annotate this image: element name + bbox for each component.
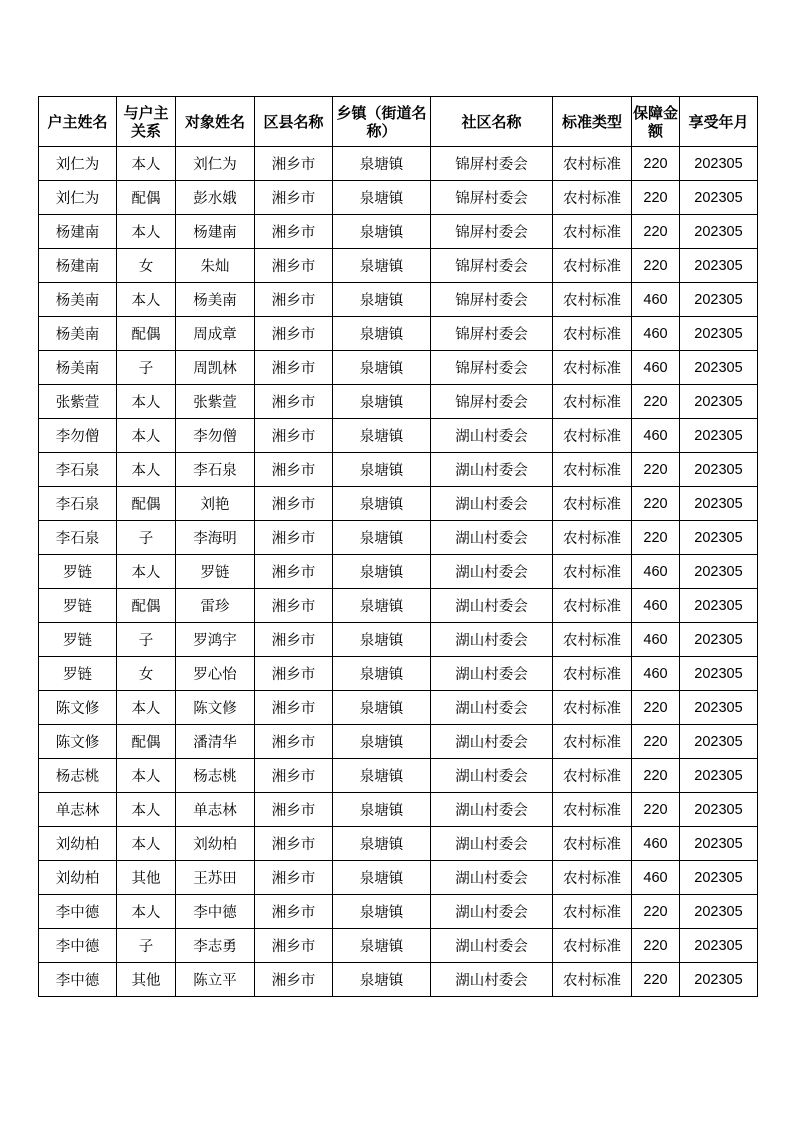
- cell-amount: 460: [632, 317, 680, 351]
- cell-relation: 其他: [117, 963, 176, 997]
- cell-householder-name: 杨建南: [39, 249, 117, 283]
- cell-relation: 子: [117, 351, 176, 385]
- cell-householder-name: 刘幼柏: [39, 861, 117, 895]
- cell-county: 湘乡市: [255, 317, 333, 351]
- cell-community: 湖山村委会: [431, 725, 553, 759]
- cell-community: 锦屏村委会: [431, 317, 553, 351]
- table-body: [39, 147, 758, 997]
- cell-township: 泉塘镇: [333, 419, 431, 453]
- cell-county: 湘乡市: [255, 725, 333, 759]
- cell-person-name: 杨志桃: [176, 759, 255, 793]
- cell-standard-type: 农村标准: [553, 181, 632, 215]
- cell-householder-name: 刘仁为: [39, 181, 117, 215]
- cell-community: 湖山村委会: [431, 453, 553, 487]
- cell-person-name: 罗链: [176, 555, 255, 589]
- table-row: [39, 793, 758, 827]
- table-row: [39, 351, 758, 385]
- cell-amount: 220: [632, 487, 680, 521]
- cell-relation: 本人: [117, 453, 176, 487]
- cell-relation: 子: [117, 521, 176, 555]
- table-row: [39, 283, 758, 317]
- cell-month: 202305: [680, 929, 758, 963]
- cell-month: 202305: [680, 215, 758, 249]
- cell-township: 泉塘镇: [333, 861, 431, 895]
- table-row: [39, 181, 758, 215]
- cell-relation: 配偶: [117, 589, 176, 623]
- cell-month: 202305: [680, 147, 758, 181]
- cell-householder-name: 李石泉: [39, 521, 117, 555]
- cell-month: 202305: [680, 691, 758, 725]
- cell-township: 泉塘镇: [333, 623, 431, 657]
- cell-township: 泉塘镇: [333, 147, 431, 181]
- cell-standard-type: 农村标准: [553, 351, 632, 385]
- cell-county: 湘乡市: [255, 657, 333, 691]
- cell-community: 锦屏村委会: [431, 181, 553, 215]
- cell-county: 湘乡市: [255, 283, 333, 317]
- cell-person-name: 罗鸿宇: [176, 623, 255, 657]
- cell-community: 锦屏村委会: [431, 351, 553, 385]
- cell-township: 泉塘镇: [333, 555, 431, 589]
- cell-community: 湖山村委会: [431, 929, 553, 963]
- cell-county: 湘乡市: [255, 419, 333, 453]
- cell-householder-name: 李中德: [39, 895, 117, 929]
- cell-standard-type: 农村标准: [553, 385, 632, 419]
- cell-community: 湖山村委会: [431, 861, 553, 895]
- cell-standard-type: 农村标准: [553, 759, 632, 793]
- cell-township: 泉塘镇: [333, 759, 431, 793]
- cell-community: 湖山村委会: [431, 623, 553, 657]
- cell-month: 202305: [680, 385, 758, 419]
- cell-month: 202305: [680, 895, 758, 929]
- cell-householder-name: 李中德: [39, 929, 117, 963]
- cell-county: 湘乡市: [255, 521, 333, 555]
- cell-person-name: 朱灿: [176, 249, 255, 283]
- cell-month: 202305: [680, 827, 758, 861]
- cell-month: 202305: [680, 861, 758, 895]
- table-row: [39, 317, 758, 351]
- cell-person-name: 雷珍: [176, 589, 255, 623]
- cell-community: 湖山村委会: [431, 827, 553, 861]
- cell-county: 湘乡市: [255, 827, 333, 861]
- cell-month: 202305: [680, 623, 758, 657]
- cell-township: 泉塘镇: [333, 929, 431, 963]
- table-row: [39, 827, 758, 861]
- cell-amount: 220: [632, 385, 680, 419]
- cell-township: 泉塘镇: [333, 317, 431, 351]
- cell-county: 湘乡市: [255, 249, 333, 283]
- cell-county: 湘乡市: [255, 487, 333, 521]
- cell-householder-name: 张紫萱: [39, 385, 117, 419]
- cell-relation: 配偶: [117, 181, 176, 215]
- cell-standard-type: 农村标准: [553, 147, 632, 181]
- cell-amount: 220: [632, 963, 680, 997]
- table-row: [39, 895, 758, 929]
- table-row: [39, 623, 758, 657]
- table-row: [39, 147, 758, 181]
- cell-county: 湘乡市: [255, 181, 333, 215]
- cell-person-name: 张紫萱: [176, 385, 255, 419]
- cell-person-name: 刘仁为: [176, 147, 255, 181]
- table-row: [39, 249, 758, 283]
- table-row: [39, 385, 758, 419]
- cell-township: 泉塘镇: [333, 963, 431, 997]
- table-row: [39, 963, 758, 997]
- cell-person-name: 李石泉: [176, 453, 255, 487]
- table-row: [39, 215, 758, 249]
- cell-county: 湘乡市: [255, 963, 333, 997]
- cell-month: 202305: [680, 351, 758, 385]
- cell-standard-type: 农村标准: [553, 623, 632, 657]
- cell-person-name: 李勿僧: [176, 419, 255, 453]
- cell-standard-type: 农村标准: [553, 555, 632, 589]
- table-row: [39, 861, 758, 895]
- cell-county: 湘乡市: [255, 793, 333, 827]
- cell-county: 湘乡市: [255, 555, 333, 589]
- cell-relation: 本人: [117, 827, 176, 861]
- cell-amount: 460: [632, 657, 680, 691]
- cell-community: 湖山村委会: [431, 419, 553, 453]
- cell-relation: 其他: [117, 861, 176, 895]
- cell-county: 湘乡市: [255, 861, 333, 895]
- cell-householder-name: 杨志桃: [39, 759, 117, 793]
- cell-community: 湖山村委会: [431, 759, 553, 793]
- cell-township: 泉塘镇: [333, 385, 431, 419]
- header-person-name: 对象姓名: [176, 97, 255, 147]
- cell-relation: 本人: [117, 215, 176, 249]
- table-row: [39, 725, 758, 759]
- cell-amount: 460: [632, 283, 680, 317]
- cell-householder-name: 李中德: [39, 963, 117, 997]
- table-row: [39, 929, 758, 963]
- cell-month: 202305: [680, 419, 758, 453]
- cell-community: 湖山村委会: [431, 555, 553, 589]
- cell-standard-type: 农村标准: [553, 419, 632, 453]
- table-header-row: [39, 97, 758, 147]
- cell-township: 泉塘镇: [333, 793, 431, 827]
- cell-county: 湘乡市: [255, 691, 333, 725]
- cell-amount: 220: [632, 249, 680, 283]
- cell-person-name: 彭水娥: [176, 181, 255, 215]
- cell-township: 泉塘镇: [333, 215, 431, 249]
- cell-relation: 本人: [117, 283, 176, 317]
- assistance-table: [38, 96, 758, 997]
- cell-person-name: 周凯林: [176, 351, 255, 385]
- cell-relation: 本人: [117, 147, 176, 181]
- cell-amount: 460: [632, 623, 680, 657]
- cell-relation: 本人: [117, 793, 176, 827]
- cell-relation: 配偶: [117, 487, 176, 521]
- cell-relation: 配偶: [117, 725, 176, 759]
- cell-month: 202305: [680, 589, 758, 623]
- cell-township: 泉塘镇: [333, 521, 431, 555]
- cell-community: 湖山村委会: [431, 963, 553, 997]
- table-row: [39, 759, 758, 793]
- cell-amount: 220: [632, 759, 680, 793]
- cell-amount: 220: [632, 895, 680, 929]
- cell-person-name: 陈立平: [176, 963, 255, 997]
- header-amount: 保障金额: [632, 97, 680, 147]
- cell-relation: 女: [117, 657, 176, 691]
- table-row: [39, 453, 758, 487]
- cell-relation: 子: [117, 929, 176, 963]
- cell-community: 湖山村委会: [431, 487, 553, 521]
- cell-community: 锦屏村委会: [431, 385, 553, 419]
- cell-month: 202305: [680, 283, 758, 317]
- cell-householder-name: 陈文修: [39, 691, 117, 725]
- cell-standard-type: 农村标准: [553, 895, 632, 929]
- cell-standard-type: 农村标准: [553, 317, 632, 351]
- cell-amount: 460: [632, 827, 680, 861]
- cell-amount: 220: [632, 147, 680, 181]
- cell-relation: 本人: [117, 759, 176, 793]
- cell-householder-name: 杨美南: [39, 283, 117, 317]
- cell-township: 泉塘镇: [333, 657, 431, 691]
- cell-amount: 220: [632, 521, 680, 555]
- cell-amount: 460: [632, 351, 680, 385]
- cell-standard-type: 农村标准: [553, 963, 632, 997]
- cell-amount: 220: [632, 793, 680, 827]
- cell-amount: 460: [632, 555, 680, 589]
- header-relation: 与户主关系: [117, 97, 176, 147]
- table-row: [39, 589, 758, 623]
- header-community: 社区名称: [431, 97, 553, 147]
- cell-householder-name: 杨美南: [39, 317, 117, 351]
- cell-amount: 220: [632, 691, 680, 725]
- cell-community: 湖山村委会: [431, 691, 553, 725]
- header-householder-name: 户主姓名: [39, 97, 117, 147]
- cell-county: 湘乡市: [255, 895, 333, 929]
- table-row: [39, 521, 758, 555]
- cell-month: 202305: [680, 759, 758, 793]
- cell-person-name: 周成章: [176, 317, 255, 351]
- cell-month: 202305: [680, 487, 758, 521]
- cell-standard-type: 农村标准: [553, 487, 632, 521]
- cell-standard-type: 农村标准: [553, 691, 632, 725]
- cell-township: 泉塘镇: [333, 351, 431, 385]
- cell-person-name: 刘幼柏: [176, 827, 255, 861]
- table-row: [39, 691, 758, 725]
- cell-county: 湘乡市: [255, 759, 333, 793]
- cell-township: 泉塘镇: [333, 283, 431, 317]
- cell-householder-name: 罗链: [39, 555, 117, 589]
- cell-month: 202305: [680, 181, 758, 215]
- cell-county: 湘乡市: [255, 453, 333, 487]
- cell-householder-name: 刘仁为: [39, 147, 117, 181]
- cell-householder-name: 罗链: [39, 657, 117, 691]
- cell-township: 泉塘镇: [333, 453, 431, 487]
- cell-standard-type: 农村标准: [553, 215, 632, 249]
- cell-township: 泉塘镇: [333, 181, 431, 215]
- cell-township: 泉塘镇: [333, 589, 431, 623]
- table-row: [39, 657, 758, 691]
- cell-standard-type: 农村标准: [553, 521, 632, 555]
- cell-person-name: 罗心怡: [176, 657, 255, 691]
- cell-person-name: 李志勇: [176, 929, 255, 963]
- header-county: 区县名称: [255, 97, 333, 147]
- cell-standard-type: 农村标准: [553, 283, 632, 317]
- cell-standard-type: 农村标准: [553, 249, 632, 283]
- cell-month: 202305: [680, 555, 758, 589]
- cell-relation: 子: [117, 623, 176, 657]
- cell-community: 锦屏村委会: [431, 147, 553, 181]
- cell-householder-name: 罗链: [39, 623, 117, 657]
- cell-person-name: 杨建南: [176, 215, 255, 249]
- cell-person-name: 杨美南: [176, 283, 255, 317]
- cell-community: 锦屏村委会: [431, 249, 553, 283]
- cell-householder-name: 李勿僧: [39, 419, 117, 453]
- cell-month: 202305: [680, 453, 758, 487]
- cell-amount: 220: [632, 725, 680, 759]
- cell-community: 湖山村委会: [431, 793, 553, 827]
- cell-amount: 460: [632, 589, 680, 623]
- cell-person-name: 李海明: [176, 521, 255, 555]
- cell-standard-type: 农村标准: [553, 657, 632, 691]
- cell-month: 202305: [680, 963, 758, 997]
- cell-month: 202305: [680, 725, 758, 759]
- cell-amount: 460: [632, 861, 680, 895]
- cell-householder-name: 刘幼柏: [39, 827, 117, 861]
- cell-township: 泉塘镇: [333, 249, 431, 283]
- cell-amount: 220: [632, 215, 680, 249]
- cell-relation: 本人: [117, 691, 176, 725]
- cell-standard-type: 农村标准: [553, 793, 632, 827]
- table-row: [39, 419, 758, 453]
- cell-householder-name: 单志林: [39, 793, 117, 827]
- cell-standard-type: 农村标准: [553, 589, 632, 623]
- cell-county: 湘乡市: [255, 351, 333, 385]
- cell-township: 泉塘镇: [333, 487, 431, 521]
- cell-county: 湘乡市: [255, 215, 333, 249]
- cell-householder-name: 陈文修: [39, 725, 117, 759]
- cell-township: 泉塘镇: [333, 691, 431, 725]
- cell-person-name: 单志林: [176, 793, 255, 827]
- cell-person-name: 刘艳: [176, 487, 255, 521]
- cell-relation: 配偶: [117, 317, 176, 351]
- cell-relation: 本人: [117, 419, 176, 453]
- cell-amount: 220: [632, 181, 680, 215]
- cell-county: 湘乡市: [255, 147, 333, 181]
- cell-relation: 本人: [117, 895, 176, 929]
- cell-relation: 女: [117, 249, 176, 283]
- cell-householder-name: 李石泉: [39, 487, 117, 521]
- cell-person-name: 李中德: [176, 895, 255, 929]
- cell-householder-name: 杨美南: [39, 351, 117, 385]
- cell-community: 湖山村委会: [431, 589, 553, 623]
- cell-month: 202305: [680, 317, 758, 351]
- cell-householder-name: 杨建南: [39, 215, 117, 249]
- document-sheet: [38, 96, 758, 997]
- cell-community: 锦屏村委会: [431, 283, 553, 317]
- cell-amount: 220: [632, 453, 680, 487]
- cell-month: 202305: [680, 249, 758, 283]
- cell-township: 泉塘镇: [333, 827, 431, 861]
- cell-county: 湘乡市: [255, 929, 333, 963]
- header-month: 享受年月: [680, 97, 758, 147]
- cell-county: 湘乡市: [255, 623, 333, 657]
- cell-person-name: 陈文修: [176, 691, 255, 725]
- header-standard-type: 标准类型: [553, 97, 632, 147]
- cell-month: 202305: [680, 793, 758, 827]
- table-row: [39, 555, 758, 589]
- cell-community: 锦屏村委会: [431, 215, 553, 249]
- table-row: [39, 487, 758, 521]
- cell-standard-type: 农村标准: [553, 861, 632, 895]
- cell-community: 湖山村委会: [431, 895, 553, 929]
- cell-county: 湘乡市: [255, 385, 333, 419]
- cell-county: 湘乡市: [255, 589, 333, 623]
- cell-standard-type: 农村标准: [553, 453, 632, 487]
- cell-amount: 220: [632, 929, 680, 963]
- cell-person-name: 王苏田: [176, 861, 255, 895]
- cell-relation: 本人: [117, 385, 176, 419]
- cell-amount: 460: [632, 419, 680, 453]
- cell-person-name: 潘清华: [176, 725, 255, 759]
- cell-community: 湖山村委会: [431, 521, 553, 555]
- cell-standard-type: 农村标准: [553, 827, 632, 861]
- cell-householder-name: 李石泉: [39, 453, 117, 487]
- cell-standard-type: 农村标准: [553, 725, 632, 759]
- header-township: 乡镇（街道名称）: [333, 97, 431, 147]
- cell-householder-name: 罗链: [39, 589, 117, 623]
- cell-community: 湖山村委会: [431, 657, 553, 691]
- cell-month: 202305: [680, 521, 758, 555]
- cell-township: 泉塘镇: [333, 895, 431, 929]
- cell-relation: 本人: [117, 555, 176, 589]
- cell-township: 泉塘镇: [333, 725, 431, 759]
- cell-month: 202305: [680, 657, 758, 691]
- cell-standard-type: 农村标准: [553, 929, 632, 963]
